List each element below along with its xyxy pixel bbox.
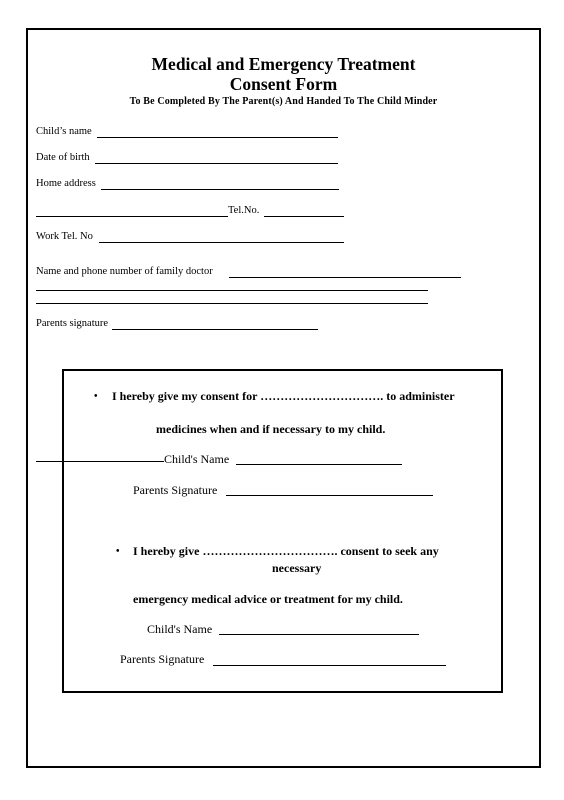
consent-2-bullet: • <box>116 546 120 557</box>
consent-2-childs-name-label: Child's Name <box>147 622 213 636</box>
consent-2-parents-signature-label: Parents Signature <box>120 652 205 666</box>
childs-name-field[interactable] <box>97 137 338 138</box>
work-tel-label: Work Tel. No <box>36 231 93 242</box>
family-doctor-label: Name and phone number of family doctor <box>36 266 213 277</box>
tel-no-label: Tel.No. <box>228 205 260 216</box>
home-address-label: Home address <box>36 178 96 189</box>
family-doctor-line-3-field[interactable] <box>36 303 428 304</box>
work-tel-field[interactable] <box>99 242 344 243</box>
home-address-line-2-field[interactable] <box>36 216 228 217</box>
childs-name-label: Child’s name <box>36 126 92 137</box>
family-doctor-line-2-field[interactable] <box>36 290 428 291</box>
consent-1-parents-signature-label: Parents Signature <box>133 483 218 497</box>
form-title-line-2: Consent Form <box>229 74 338 94</box>
parents-signature-label: Parents signature <box>36 318 109 329</box>
consent-1-statement: I hereby give my consent for …………………………. to administer <box>112 389 455 403</box>
consent-2-statement-continued: emergency medical advice or treatment for my child. <box>133 592 403 606</box>
family-doctor-field[interactable] <box>229 277 461 278</box>
consent-1-parents-signature-field[interactable] <box>226 495 433 496</box>
parents-signature-field[interactable] <box>112 329 318 330</box>
stray-line <box>36 461 164 462</box>
consent-2-parents-signature-field[interactable] <box>213 665 446 666</box>
home-address-field[interactable] <box>101 189 339 190</box>
consent-1-statement-continued: medicines when and if necessary to my child. <box>156 422 386 436</box>
date-of-birth-label: Date of birth <box>36 152 90 163</box>
tel-no-field[interactable] <box>264 216 344 217</box>
consent-1-bullet: • <box>94 391 98 402</box>
consent-2-statement-necessary: necessary <box>272 561 322 575</box>
form-subtitle: To Be Completed By The Parent(s) And Handed To The Child Minder <box>129 96 438 107</box>
consent-1-childs-name-label: Child's Name <box>164 452 230 466</box>
consent-1-childs-name-field[interactable] <box>236 464 402 465</box>
form-title-line-1: Medical and Emergency Treatment <box>151 54 416 74</box>
date-of-birth-field[interactable] <box>95 163 338 164</box>
consent-2-statement: I hereby give ……………………………. consent to seek any <box>133 544 439 558</box>
consent-2-childs-name-field[interactable] <box>219 634 419 635</box>
consent-box <box>62 369 503 693</box>
